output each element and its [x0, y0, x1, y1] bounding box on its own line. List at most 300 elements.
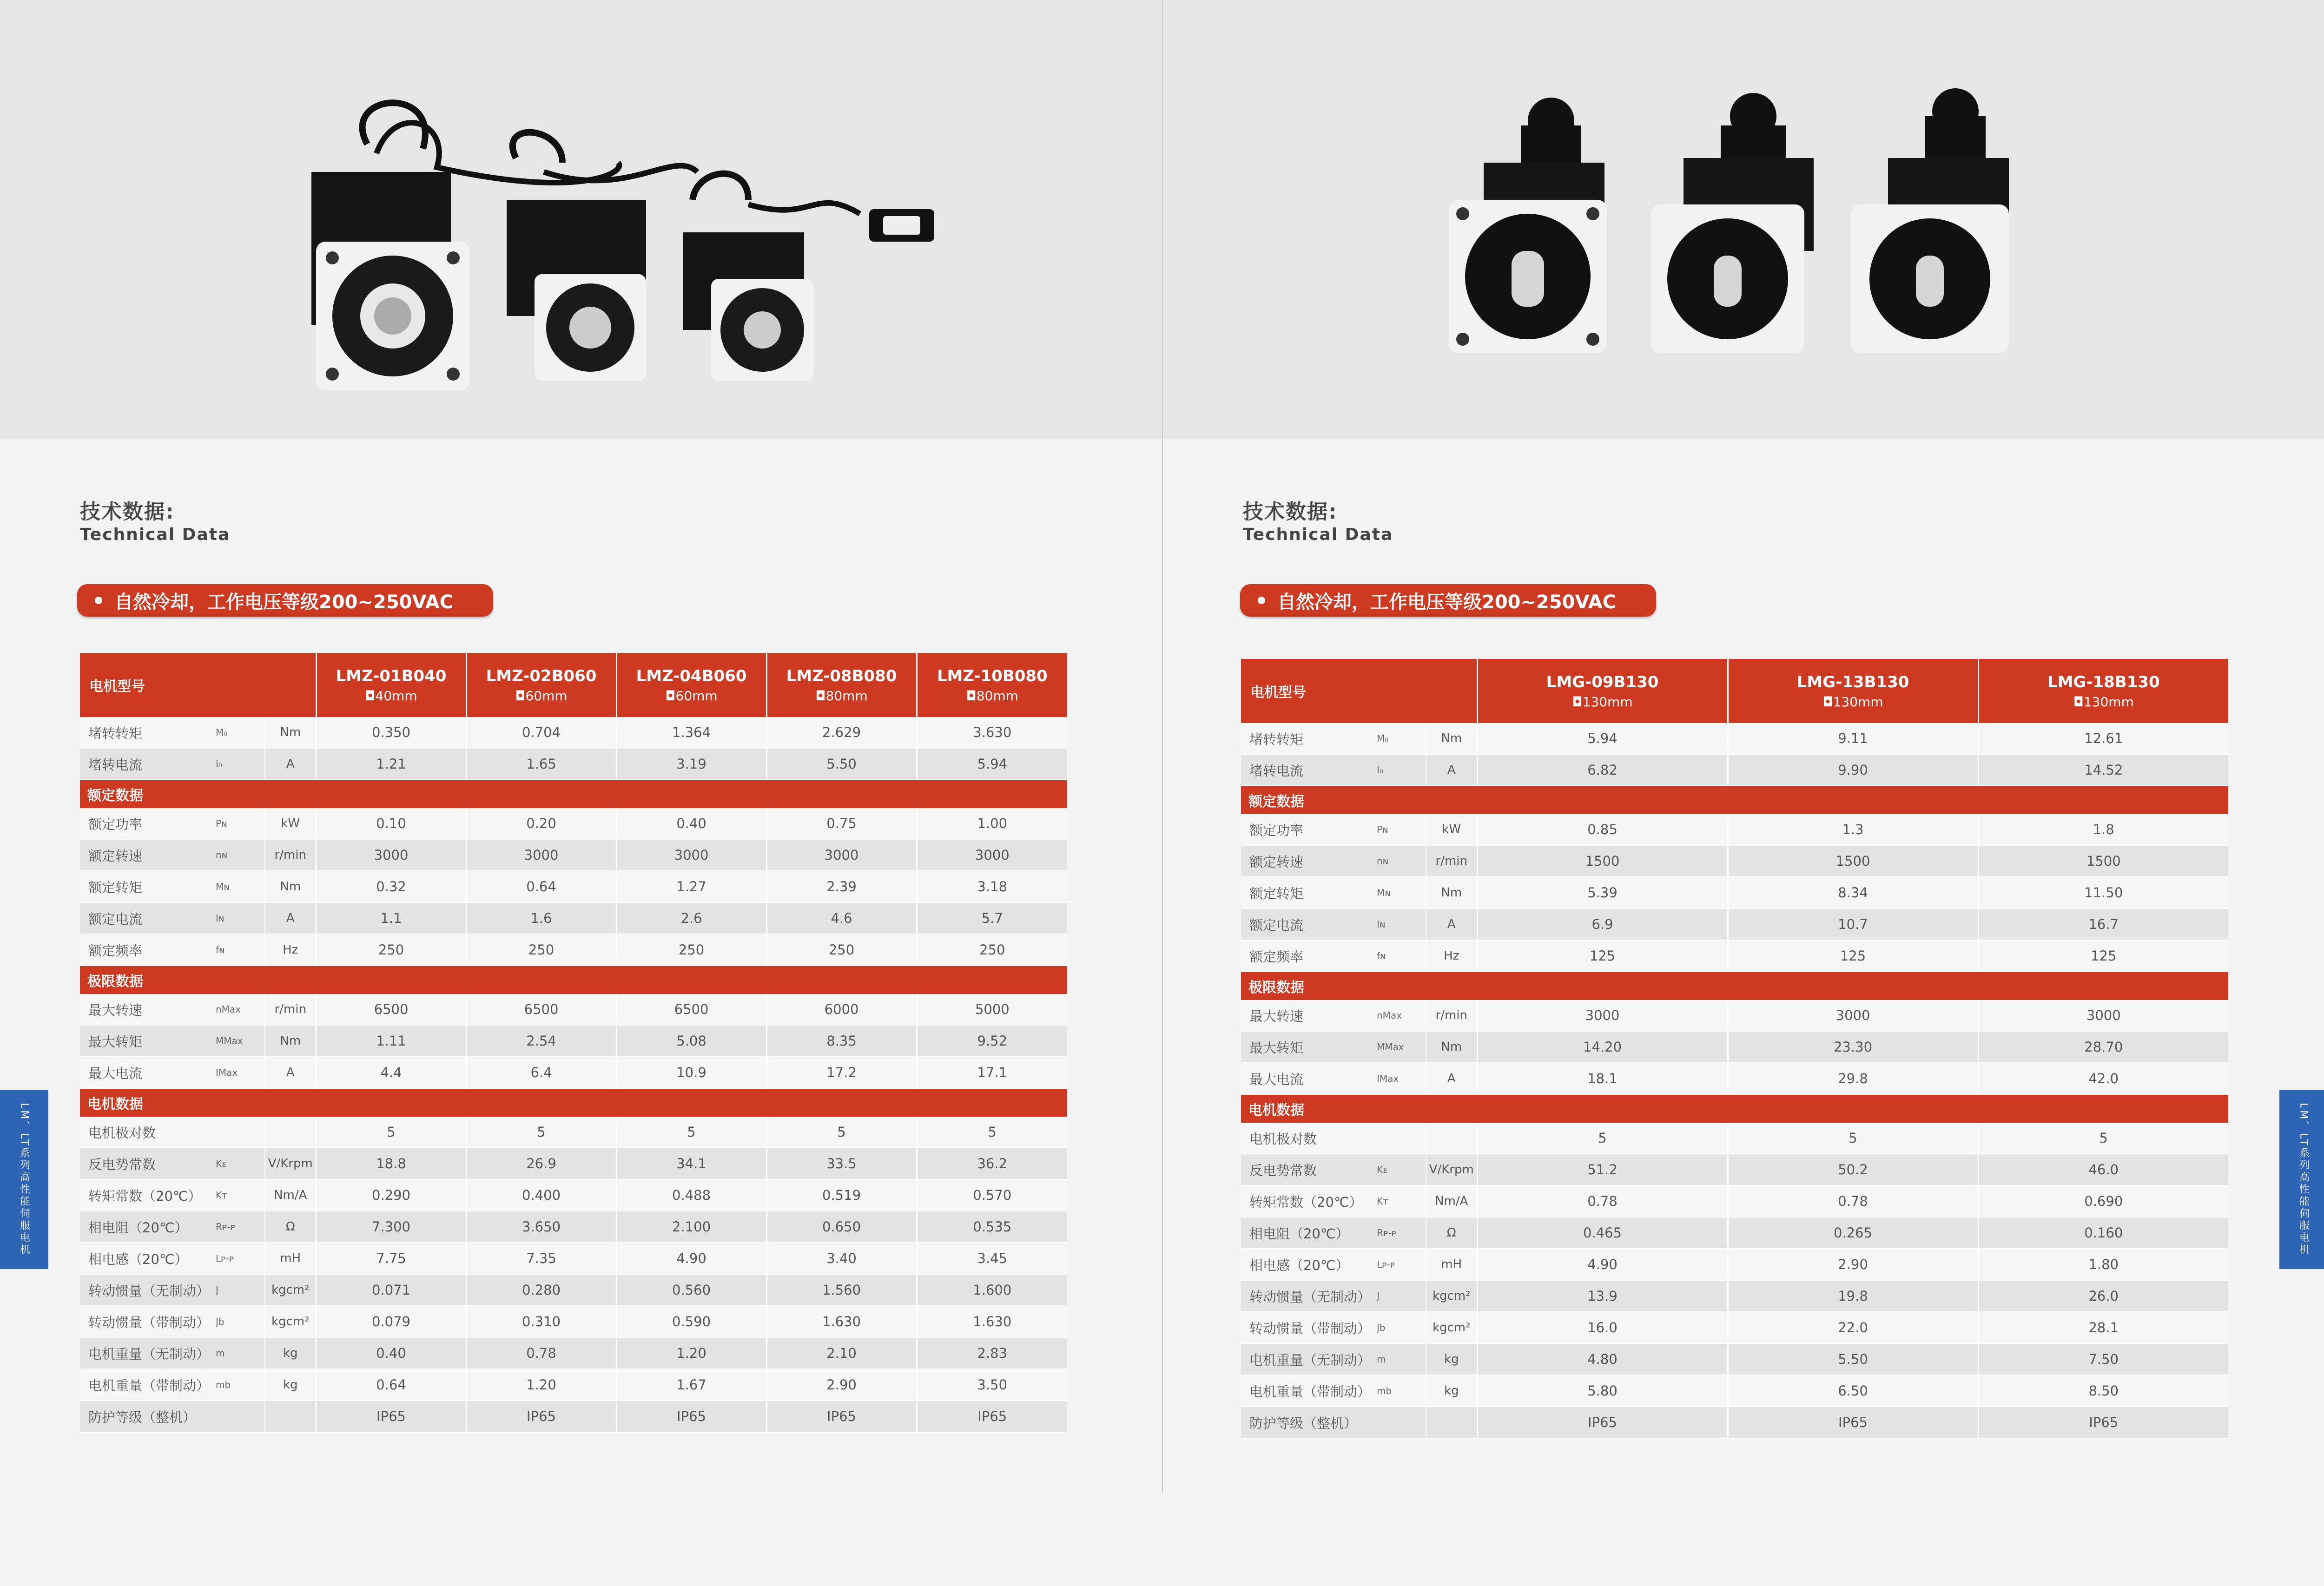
- parameter-value: 1500: [1728, 845, 1978, 877]
- parameter-value: 17.2: [766, 1057, 917, 1088]
- parameter-unit: kW: [1426, 814, 1477, 845]
- table-row: [80, 748, 1067, 780]
- parameter-value: 5: [766, 1117, 917, 1148]
- parameter-unit: V/Krpm: [1426, 1154, 1477, 1185]
- parameter-name: 额定转速: [80, 839, 216, 871]
- parameter-value: 3000: [917, 839, 1067, 871]
- parameter-unit: [1426, 1407, 1477, 1438]
- model-column-header: [766, 653, 917, 717]
- parameter-name: 相电阻（20℃）: [80, 1211, 216, 1243]
- parameter-name: 转矩常数（20℃）: [1241, 1185, 1377, 1217]
- right-photo-band: [1163, 0, 2324, 439]
- parameter-value: 4.6: [766, 902, 917, 934]
- model-name: LMZ-10B080: [937, 666, 1048, 685]
- parameter-value: 1.11: [316, 1025, 466, 1057]
- parameter-value: 5.39: [1477, 877, 1728, 908]
- table-row: [80, 871, 1067, 902]
- section-title-zh: 技术数据:: [80, 500, 175, 524]
- parameter-unit: r/min: [265, 839, 316, 871]
- parameter-value: 0.75: [766, 808, 917, 839]
- parameter-symbol: M₀: [216, 717, 265, 748]
- parameter-unit: kg: [1426, 1375, 1477, 1407]
- parameter-value: 18.1: [1477, 1063, 1728, 1094]
- section-title: 极限数据: [1241, 972, 2228, 1000]
- parameter-value: 2.90: [1728, 1249, 1978, 1280]
- parameter-unit: mH: [1426, 1249, 1477, 1280]
- parameter-symbol: mb: [1377, 1375, 1426, 1407]
- parameter-unit: kg: [265, 1337, 316, 1369]
- parameter-symbol: Lᴘ-ᴘ: [216, 1243, 265, 1274]
- parameter-symbol: Rᴘ-ᴘ: [216, 1211, 265, 1243]
- parameter-value: 22.0: [1728, 1312, 1978, 1343]
- model-name: LMZ-08B080: [786, 666, 897, 685]
- table-row: [1241, 1407, 2228, 1438]
- parameter-value: 0.535: [917, 1211, 1067, 1243]
- parameter-symbol: Jb: [1377, 1312, 1426, 1343]
- parameter-name: 反电势常数: [1241, 1154, 1377, 1185]
- parameter-value: 1.8: [1978, 814, 2228, 845]
- spec-table-right: [1241, 659, 2228, 1439]
- model-header-label: 电机型号: [1241, 659, 1477, 723]
- parameter-value: 3000: [1728, 1000, 1978, 1031]
- parameter-unit: r/min: [265, 994, 316, 1025]
- parameter-value: 0.64: [466, 871, 616, 902]
- parameter-name: 额定频率: [1241, 940, 1377, 972]
- parameter-value: 0.519: [766, 1179, 917, 1211]
- model-column-header: [316, 653, 466, 717]
- parameter-value: 0.350: [316, 717, 466, 748]
- table-row: [80, 1401, 1067, 1432]
- parameter-unit: Ω: [1426, 1217, 1477, 1249]
- model-column-header: [917, 653, 1067, 717]
- parameter-value: 2.100: [616, 1211, 766, 1243]
- section-header-row: [1241, 1094, 2228, 1123]
- parameter-value: 125: [1978, 940, 2228, 972]
- parameter-unit: V/Krpm: [265, 1148, 316, 1179]
- parameter-name: 额定电流: [80, 902, 216, 934]
- parameter-symbol: fɴ: [216, 934, 265, 966]
- table-row: [1241, 1312, 2228, 1343]
- parameter-value: 33.5: [766, 1148, 917, 1179]
- parameter-value: 7.50: [1978, 1343, 2228, 1375]
- table-row: [80, 1243, 1067, 1274]
- parameter-value: 2.629: [766, 717, 917, 748]
- parameter-value: 16.7: [1978, 908, 2228, 940]
- parameter-value: 3000: [616, 839, 766, 871]
- table-row: [80, 902, 1067, 934]
- parameter-value: 3.45: [917, 1243, 1067, 1274]
- parameter-value: 1.67: [616, 1369, 766, 1401]
- parameter-value: 4.4: [316, 1057, 466, 1088]
- section-title: 额定数据: [80, 780, 1067, 808]
- parameter-value: 0.704: [466, 717, 616, 748]
- parameter-value: 0.160: [1978, 1217, 2228, 1249]
- parameter-unit: Hz: [265, 934, 316, 966]
- parameter-symbol: [216, 1117, 265, 1148]
- parameter-name: 额定频率: [80, 934, 216, 966]
- parameter-value: 0.650: [766, 1211, 917, 1243]
- parameter-name: 最大转矩: [80, 1025, 216, 1057]
- parameter-value: 3000: [316, 839, 466, 871]
- parameter-symbol: J: [1377, 1280, 1426, 1312]
- parameter-value: 1500: [1978, 845, 2228, 877]
- parameter-symbol: nMax: [1377, 1000, 1426, 1031]
- section-title-en: Technical Data: [1243, 525, 1393, 544]
- parameter-symbol: m: [216, 1337, 265, 1369]
- frame-size: ◘130mm: [1572, 694, 1633, 710]
- parameter-name: 电机极对数: [1241, 1123, 1377, 1154]
- parameter-value: 8.50: [1978, 1375, 2228, 1407]
- parameter-value: 5: [316, 1117, 466, 1148]
- parameter-value: 1.21: [316, 748, 466, 780]
- parameter-value: 0.78: [1728, 1185, 1978, 1217]
- parameter-symbol: I₀: [1377, 754, 1426, 786]
- parameter-symbol: Mɴ: [216, 871, 265, 902]
- section-header-row: [1241, 786, 2228, 814]
- parameter-value: 28.1: [1978, 1312, 2228, 1343]
- parameter-name: 转动惯量（带制动）: [80, 1306, 216, 1337]
- parameter-unit: kgcm²: [1426, 1280, 1477, 1312]
- parameter-symbol: IMax: [216, 1057, 265, 1088]
- parameter-unit: kW: [265, 808, 316, 839]
- table-header-row: [1241, 659, 2228, 723]
- parameter-symbol: m: [1377, 1343, 1426, 1375]
- table-row: [80, 1057, 1067, 1088]
- parameter-value: 5: [1728, 1123, 1978, 1154]
- table-row: [80, 1117, 1067, 1148]
- model-name: LMG-18B130: [2047, 672, 2160, 691]
- model-header-label: 电机型号: [80, 653, 316, 717]
- table-row: [1241, 1217, 2228, 1249]
- parameter-value: 1.560: [766, 1274, 917, 1306]
- section-header-row: [1241, 972, 2228, 1000]
- cooling-voltage-banner: [1240, 584, 1656, 617]
- parameter-value: 0.40: [616, 808, 766, 839]
- parameter-symbol: Kᴛ: [216, 1179, 265, 1211]
- section-header-row: [80, 1088, 1067, 1117]
- parameter-value: 0.265: [1728, 1217, 1978, 1249]
- table-row: [1241, 1185, 2228, 1217]
- parameter-name: 转动惯量（无制动）: [80, 1274, 216, 1306]
- parameter-symbol: Pɴ: [216, 808, 265, 839]
- table-row: [1241, 877, 2228, 908]
- parameter-unit: Ω: [265, 1211, 316, 1243]
- parameter-unit: Hz: [1426, 940, 1477, 972]
- parameter-value: IP65: [1477, 1407, 1728, 1438]
- parameter-value: 19.8: [1728, 1280, 1978, 1312]
- model-column-header: [1978, 659, 2228, 723]
- frame-size: ◘60mm: [515, 688, 568, 704]
- parameter-symbol: Kᴇ: [1377, 1154, 1426, 1185]
- parameter-symbol: fɴ: [1377, 940, 1426, 972]
- table-row: [1241, 940, 2228, 972]
- parameter-unit: kg: [265, 1369, 316, 1401]
- parameter-unit: A: [265, 1057, 316, 1088]
- parameter-value: 11.50: [1978, 877, 2228, 908]
- table-row: [80, 1369, 1067, 1401]
- parameter-value: 1.630: [917, 1306, 1067, 1337]
- parameter-value: 6500: [616, 994, 766, 1025]
- parameter-value: 18.8: [316, 1148, 466, 1179]
- parameter-value: IP65: [616, 1401, 766, 1432]
- table-row: [80, 1179, 1067, 1211]
- parameter-value: 0.071: [316, 1274, 466, 1306]
- parameter-unit: A: [1426, 754, 1477, 786]
- frame-size: ◘130mm: [1822, 694, 1883, 710]
- section-title-zh: 技术数据:: [1243, 500, 1338, 524]
- table-row: [80, 717, 1067, 748]
- parameter-value: 1.3: [1728, 814, 1978, 845]
- parameter-value: 0.78: [466, 1337, 616, 1369]
- parameter-value: 1.6: [466, 902, 616, 934]
- series-side-tab: LM、LT系列高性能伺服电机: [2279, 1090, 2324, 1269]
- parameter-symbol: M₀: [1377, 723, 1426, 754]
- parameter-unit: r/min: [1426, 845, 1477, 877]
- parameter-unit: A: [265, 902, 316, 934]
- parameter-value: 0.079: [316, 1306, 466, 1337]
- parameter-value: 0.690: [1978, 1185, 2228, 1217]
- parameter-value: 6.50: [1728, 1375, 1978, 1407]
- parameter-value: 1500: [1477, 845, 1728, 877]
- parameter-name: 堵转电流: [1241, 754, 1377, 786]
- series-side-tab: LM、LT系列高性能伺服电机: [0, 1090, 48, 1269]
- model-column-header: [1477, 659, 1728, 723]
- right-page: [1163, 0, 2324, 1586]
- section-title: 电机数据: [80, 1088, 1067, 1117]
- parameter-value: 6.82: [1477, 754, 1728, 786]
- parameter-value: IP65: [1728, 1407, 1978, 1438]
- parameter-value: 1.00: [917, 808, 1067, 839]
- parameter-value: 5.50: [1728, 1343, 1978, 1375]
- parameter-value: 250: [766, 934, 917, 966]
- parameter-value: 250: [917, 934, 1067, 966]
- parameter-name: 转矩常数（20℃）: [80, 1179, 216, 1211]
- parameter-value: 5.94: [917, 748, 1067, 780]
- table-row: [80, 808, 1067, 839]
- table-row: [1241, 1280, 2228, 1312]
- parameter-value: 28.70: [1978, 1031, 2228, 1063]
- parameter-value: 0.570: [917, 1179, 1067, 1211]
- table-row: [1241, 723, 2228, 754]
- motor-photo-small: [302, 93, 953, 395]
- parameter-value: 46.0: [1978, 1154, 2228, 1185]
- parameter-value: IP65: [466, 1401, 616, 1432]
- parameter-value: 5000: [917, 994, 1067, 1025]
- parameter-value: 1.27: [616, 871, 766, 902]
- parameter-value: 8.34: [1728, 877, 1978, 908]
- model-column-header: [1728, 659, 1978, 723]
- parameter-value: 3000: [466, 839, 616, 871]
- parameter-value: 5: [1477, 1123, 1728, 1154]
- parameter-unit: A: [265, 748, 316, 780]
- parameter-value: 26.0: [1978, 1280, 2228, 1312]
- parameter-value: 36.2: [917, 1148, 1067, 1179]
- parameter-symbol: MMax: [216, 1025, 265, 1057]
- parameter-value: 5: [616, 1117, 766, 1148]
- parameter-name: 最大转速: [1241, 1000, 1377, 1031]
- parameter-unit: Nm: [1426, 1031, 1477, 1063]
- parameter-value: 2.90: [766, 1369, 917, 1401]
- section-header-row: [80, 780, 1067, 808]
- parameter-value: 250: [316, 934, 466, 966]
- bullet-icon: [1258, 597, 1265, 604]
- parameter-symbol: Lᴘ-ᴘ: [1377, 1249, 1426, 1280]
- banner-text: 自然冷却，工作电压等级200~250VAC: [1277, 591, 1617, 613]
- parameter-value: 14.20: [1477, 1031, 1728, 1063]
- parameter-name: 堵转转矩: [80, 717, 216, 748]
- table-row: [80, 994, 1067, 1025]
- model-name: LMG-13B130: [1796, 672, 1909, 691]
- parameter-name: 堵转电流: [80, 748, 216, 780]
- parameter-value: 125: [1477, 940, 1728, 972]
- section-header-row: [80, 966, 1067, 994]
- table-row: [1241, 754, 2228, 786]
- parameter-value: 16.0: [1477, 1312, 1728, 1343]
- parameter-value: 1.80: [1978, 1249, 2228, 1280]
- table-row: [1241, 908, 2228, 940]
- parameter-symbol: Mɴ: [1377, 877, 1426, 908]
- parameter-value: 5.94: [1477, 723, 1728, 754]
- parameter-value: 5: [917, 1117, 1067, 1148]
- parameter-value: 13.9: [1477, 1280, 1728, 1312]
- parameter-value: 0.32: [316, 871, 466, 902]
- parameter-value: 4.80: [1477, 1343, 1728, 1375]
- parameter-value: 12.61: [1978, 723, 2228, 754]
- parameter-value: 1.630: [766, 1306, 917, 1337]
- parameter-value: 1.20: [616, 1337, 766, 1369]
- frame-size: ◘60mm: [665, 688, 718, 704]
- parameter-value: 3.18: [917, 871, 1067, 902]
- parameter-value: 0.560: [616, 1274, 766, 1306]
- parameter-name: 相电阻（20℃）: [1241, 1217, 1377, 1249]
- parameter-value: 5.7: [917, 902, 1067, 934]
- table-row: [1241, 1343, 2228, 1375]
- section-title: 额定数据: [1241, 786, 2228, 814]
- table-header-row: [80, 653, 1067, 717]
- parameter-symbol: [216, 1401, 265, 1432]
- cooling-voltage-banner: [77, 584, 493, 617]
- parameter-value: 0.290: [316, 1179, 466, 1211]
- parameter-symbol: Pɴ: [1377, 814, 1426, 845]
- parameter-name: 电机重量（带制动）: [80, 1369, 216, 1401]
- parameter-value: 0.64: [316, 1369, 466, 1401]
- parameter-symbol: Rᴘ-ᴘ: [1377, 1217, 1426, 1249]
- parameter-name: 堵转转矩: [1241, 723, 1377, 754]
- parameter-unit: Nm/A: [265, 1179, 316, 1211]
- parameter-name: 电机重量（无制动）: [1241, 1343, 1377, 1375]
- table-row: [1241, 1123, 2228, 1154]
- parameter-symbol: [1377, 1123, 1426, 1154]
- parameter-value: 3000: [1978, 1000, 2228, 1031]
- parameter-value: 9.52: [917, 1025, 1067, 1057]
- parameter-name: 电机重量（带制动）: [1241, 1375, 1377, 1407]
- parameter-value: 0.465: [1477, 1217, 1728, 1249]
- parameter-name: 最大电流: [80, 1057, 216, 1088]
- parameter-symbol: J: [216, 1274, 265, 1306]
- parameter-value: 2.54: [466, 1025, 616, 1057]
- parameter-unit: Nm: [265, 717, 316, 748]
- parameter-name: 防护等级（整机）: [1241, 1407, 1377, 1438]
- parameter-value: 42.0: [1978, 1063, 2228, 1094]
- section-title: 电机数据: [1241, 1094, 2228, 1123]
- parameter-value: IP65: [917, 1401, 1067, 1432]
- parameter-value: 0.85: [1477, 814, 1728, 845]
- parameter-value: IP65: [766, 1401, 917, 1432]
- frame-size: ◘80mm: [815, 688, 868, 704]
- parameter-name: 额定功率: [1241, 814, 1377, 845]
- parameter-unit: Nm: [265, 1025, 316, 1057]
- parameter-name: 转动惯量（带制动）: [1241, 1312, 1377, 1343]
- parameter-value: 2.39: [766, 871, 917, 902]
- parameter-symbol: Kᴇ: [216, 1148, 265, 1179]
- parameter-name: 相电感（20℃）: [1241, 1249, 1377, 1280]
- model-name: LMZ-01B040: [336, 666, 447, 685]
- parameter-name: 相电感（20℃）: [80, 1243, 216, 1274]
- parameter-value: 0.590: [616, 1306, 766, 1337]
- parameter-name: 反电势常数: [80, 1148, 216, 1179]
- parameter-value: 34.1: [616, 1148, 766, 1179]
- parameter-value: 8.35: [766, 1025, 917, 1057]
- parameter-value: 6500: [466, 994, 616, 1025]
- table-row: [1241, 1154, 2228, 1185]
- model-name: LMZ-02B060: [486, 666, 597, 685]
- parameter-value: 2.6: [616, 902, 766, 934]
- table-row: [80, 1274, 1067, 1306]
- parameter-name: 电机极对数: [80, 1117, 216, 1148]
- parameter-unit: kgcm²: [1426, 1312, 1477, 1343]
- parameter-unit: r/min: [1426, 1000, 1477, 1031]
- parameter-unit: [265, 1401, 316, 1432]
- parameter-unit: Nm: [1426, 877, 1477, 908]
- parameter-value: 7.300: [316, 1211, 466, 1243]
- parameter-symbol: Kᴛ: [1377, 1185, 1426, 1217]
- parameter-value: 5.50: [766, 748, 917, 780]
- parameter-value: 7.35: [466, 1243, 616, 1274]
- section-title: 极限数据: [80, 966, 1067, 994]
- parameter-name: 电机重量（无制动）: [80, 1337, 216, 1369]
- parameter-value: 3.50: [917, 1369, 1067, 1401]
- parameter-value: 250: [616, 934, 766, 966]
- parameter-symbol: nMax: [216, 994, 265, 1025]
- parameter-value: 3.40: [766, 1243, 917, 1274]
- table-row: [1241, 1375, 2228, 1407]
- table-row: [1241, 814, 2228, 845]
- table-row: [80, 1337, 1067, 1369]
- parameter-name: 额定转矩: [1241, 877, 1377, 908]
- parameter-name: 转动惯量（无制动）: [1241, 1280, 1377, 1312]
- frame-size: ◘40mm: [365, 688, 417, 704]
- parameter-value: 1.65: [466, 748, 616, 780]
- parameter-value: 9.90: [1728, 754, 1978, 786]
- parameter-value: 3.19: [616, 748, 766, 780]
- model-name: LMG-09B130: [1546, 672, 1659, 691]
- parameter-value: 5.80: [1477, 1375, 1728, 1407]
- parameter-unit: mH: [265, 1243, 316, 1274]
- table-row: [1241, 1031, 2228, 1063]
- model-column-header: [466, 653, 616, 717]
- parameter-value: IP65: [316, 1401, 466, 1432]
- parameter-value: 5.08: [616, 1025, 766, 1057]
- parameter-value: 0.310: [466, 1306, 616, 1337]
- parameter-value: 29.8: [1728, 1063, 1978, 1094]
- table-row: [80, 1306, 1067, 1337]
- parameter-value: 0.40: [316, 1337, 466, 1369]
- table-row: [1241, 845, 2228, 877]
- parameter-name: 最大转速: [80, 994, 216, 1025]
- parameter-unit: kgcm²: [265, 1306, 316, 1337]
- parameter-unit: kg: [1426, 1343, 1477, 1375]
- table-row: [80, 839, 1067, 871]
